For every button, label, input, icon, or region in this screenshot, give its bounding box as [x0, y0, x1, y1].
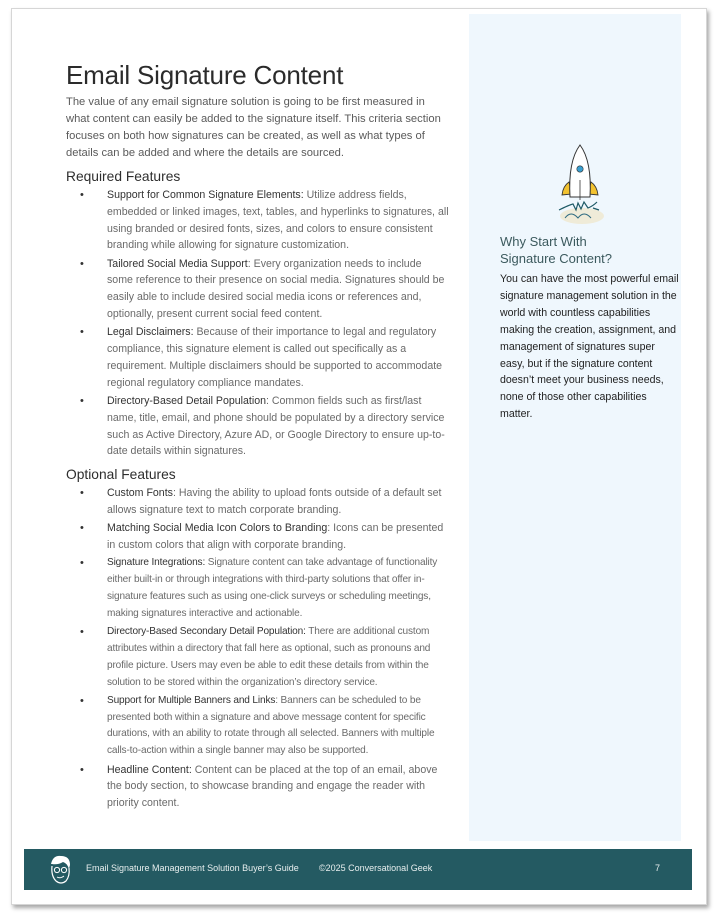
feature-term: Custom Fonts: [107, 487, 173, 500]
bullet-icon: •: [80, 626, 84, 639]
feature-description: Because of their importance to legal and regulatory compliance, this signature element is called out specifically as a requirement. Multiple disclaimers should be supported to accommodate regional regulatory compliance mandates.: [107, 326, 443, 389]
bullet-icon: •: [80, 257, 84, 270]
bullet-icon: •: [80, 522, 84, 535]
list-item: [66, 187, 450, 254]
bullet-icon: •: [80, 487, 84, 500]
list-item: [66, 393, 450, 460]
feature-description: Content can be placed at the top of an email, above the body section, to showcase branding and engage the reader with priority content.: [107, 763, 438, 810]
feature-term: Directory-Based Detail Population: [107, 395, 266, 408]
optional-features-list: [66, 485, 446, 812]
feature-term: Headline Content:: [107, 763, 192, 776]
list-item: [66, 693, 450, 760]
feature-description: : Common fields such as first/last name, title, email, and phone should be populated by a directory service such as Active Directory, Azure AD, or Google Directory to ensure up-to-date details within signatures.: [107, 395, 445, 458]
feature-description: Signature content can take advantage of functionality either built-in or through integrations with third-party solutions that offer in-signature features such as using one-click surveys or scheduling meetings, making signatures interactive and actionable.: [107, 557, 438, 619]
feature-description: : Having the ability to upload fonts outside of a default set allows signature text to match corporate branding.: [107, 487, 442, 517]
feature-term: Support for Multiple Banners and Links: [107, 694, 276, 706]
rocket-launch-icon: [545, 140, 615, 230]
list-item: [66, 324, 450, 391]
geek-avatar-icon: [46, 854, 74, 886]
sidebar-body: You can have the most powerful email signature management solution in the world with countless capabilities making the creation, assignment, and management of signatures super easy, but if the signature content doesn’t meet your business needs, none of those other capabilities matter.: [500, 273, 679, 421]
main-content: [66, 60, 449, 813]
optional-features-heading: Optional Features: [66, 467, 176, 483]
feature-description: : Every organization needs to include some reference to their presence on social media. Signatures should be easily able to include desired social media icons or references and, optionally, present current social feed content.: [107, 257, 445, 321]
page-title: Email Signature Content: [66, 60, 344, 90]
bullet-icon: •: [80, 395, 84, 408]
list-item: [66, 256, 450, 323]
feature-description: Utilize address fields, embedded or linked images, text, tables, and hyperlinks to signatures, all using branded or desired fonts, sizes, and colors to ensure consistent branding while allowing for signature customization.: [107, 189, 449, 252]
bullet-icon: •: [80, 326, 84, 339]
sidebar-heading: [500, 233, 680, 267]
list-item: [66, 520, 450, 554]
feature-description: : Banners can be scheduled to be presented both within a signature and above message content for specific durations, with an ability to rotate through all selected. Banners with multiple calls-to-action within a single banner may also be supported.: [107, 694, 435, 757]
footer-copyright: ©2025 Conversational Geek: [319, 863, 433, 873]
feature-term: Tailored Social Media Support: [107, 257, 248, 270]
feature-term: Support for Common Signature Elements:: [107, 189, 304, 201]
list-item: [66, 624, 450, 691]
intro-paragraph: The value of any email signature solution is going to be first measured in what content can easily be added to the signature itself. This criteria section focuses on both how signatures can be created, as well as what types of details can be added and where the details are sourced.: [66, 96, 441, 159]
page-footer: [24, 849, 692, 890]
feature-term: Signature Integrations:: [107, 557, 206, 569]
sidebar-heading-line1: Why Start With: [500, 234, 587, 249]
feature-term: Legal Disclaimers:: [107, 326, 194, 339]
list-item: [66, 555, 450, 622]
feature-description: There are additional custom attributes within a directory that fall here as optional, such as pronouns and profile picture. Users may even be able to edit these details from within the solution to be stored within the organization’s directory service.: [107, 626, 431, 688]
sidebar-callout: [469, 14, 681, 841]
required-features-list: [66, 187, 449, 460]
bullet-icon: •: [80, 763, 84, 776]
list-item: [66, 762, 450, 812]
required-features-heading: Required Features: [66, 169, 181, 184]
feature-term: Directory-Based Secondary Detail Population:: [107, 626, 306, 638]
bullet-icon: •: [80, 694, 84, 707]
feature-term: Matching Social Media Icon Colors to Branding: [107, 522, 328, 535]
list-item: [66, 485, 450, 519]
page-number: 7: [655, 863, 661, 873]
footer-guide-title: Email Signature Management Solution Buyer’s Guide: [86, 863, 299, 873]
sidebar-heading-line2: Signature Content?: [500, 251, 613, 266]
bullet-icon: •: [80, 557, 84, 570]
feature-description: : Icons can be presented in custom colors that align with corporate branding.: [107, 522, 444, 552]
bullet-icon: •: [80, 189, 84, 201]
